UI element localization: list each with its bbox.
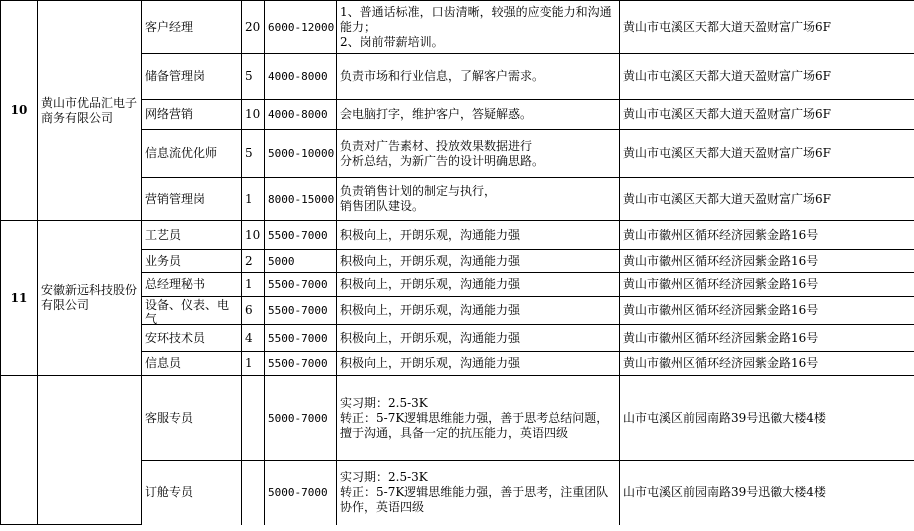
address: 黄山市屯溪区天都大道天盈财富广场6F: [620, 100, 914, 130]
hiring-count: [242, 376, 265, 461]
position-name: 储备管理岗: [142, 54, 242, 100]
address: 黄山市徽州区循环经济园紫金路16号: [620, 352, 914, 376]
position-name: 订舱专员: [142, 461, 242, 525]
hiring-count: 6: [242, 297, 265, 325]
address: 黄山市徽州区循环经济园紫金路16号: [620, 221, 914, 250]
position-name: 信息流优化师: [142, 130, 242, 178]
salary: 5000-7000: [265, 376, 337, 461]
address: 黄山市屯溪区天都大道天盈财富广场6F: [620, 1, 914, 54]
hiring-count: 1: [242, 178, 265, 221]
address: 山市屯溪区前园南路39号迅徽大楼4楼: [620, 376, 914, 461]
salary: 5000-10000: [265, 130, 337, 178]
address: 黄山市徽州区循环经济园紫金路16号: [620, 250, 914, 273]
hiring-count: 10: [242, 100, 265, 130]
salary: 5500-7000: [265, 352, 337, 376]
address: 黄山市屯溪区天都大道天盈财富广场6F: [620, 178, 914, 221]
requirement: 积极向上，开朗乐观，沟通能力强: [337, 325, 620, 352]
requirement: 实习期：2.5-3K 转正：5-7K逻辑思维能力强，善于思考，注重团队协作，英语四级: [337, 461, 620, 525]
company-name: 黄山市优品汇电子商务有限公司: [38, 1, 142, 221]
position-name: 信息员: [142, 352, 242, 376]
hiring-count: [242, 461, 265, 525]
salary: 5000: [265, 250, 337, 273]
hiring-count: 1: [242, 352, 265, 376]
position-name: 客服专员: [142, 376, 242, 461]
requirement: 会电脑打字，维护客户，答疑解惑。: [337, 100, 620, 130]
hiring-count: 20: [242, 1, 265, 54]
table-row: [1, 376, 914, 461]
requirement: 积极向上，开朗乐观，沟通能力强: [337, 297, 620, 325]
salary: 8000-15000: [265, 178, 337, 221]
requirement: 积极向上，开朗乐观，沟通能力强: [337, 352, 620, 376]
company-name: 安徽新远科技股份有限公司: [38, 221, 142, 376]
hiring-count: 5: [242, 130, 265, 178]
row-number: 10: [1, 1, 38, 221]
requirement: 实习期：2.5-3K 转正：5-7K逻辑思维能力强，善于思考总结问题，擅于沟通，具备一定的抗压能力，英语四级: [337, 376, 620, 461]
table-row: [1, 1, 914, 54]
salary: 4000-8000: [265, 100, 337, 130]
position-name-text: 设备、仪表、电气: [145, 297, 230, 324]
salary: 5500-7000: [265, 273, 337, 297]
address: 黄山市徽州区循环经济园紫金路16号: [620, 273, 914, 297]
salary: 5500-7000: [265, 221, 337, 250]
requirement: 负责销售计划的制定与执行， 销售团队建设。: [337, 178, 620, 221]
row-number: [1, 376, 38, 525]
requirement: 积极向上，开朗乐观，沟通能力强: [337, 221, 620, 250]
position-name: 工艺员: [142, 221, 242, 250]
position-name: 营销管理岗: [142, 178, 242, 221]
position-name: 客户经理: [142, 1, 242, 54]
requirement: 积极向上，开朗乐观，沟通能力强: [337, 250, 620, 273]
hiring-count: 2: [242, 250, 265, 273]
requirement: 负责市场和行业信息，了解客户需求。: [337, 54, 620, 100]
requirement: 积极向上，开朗乐观，沟通能力强: [337, 273, 620, 297]
hiring-count: 4: [242, 325, 265, 352]
position-name: 业务员: [142, 250, 242, 273]
address: 黄山市屯溪区天都大道天盈财富广场6F: [620, 130, 914, 178]
position-name: 总经理秘书: [142, 273, 242, 297]
salary: 6000-12000: [265, 1, 337, 54]
salary: 5000-7000: [265, 461, 337, 525]
hiring-count: 1: [242, 273, 265, 297]
company-name: [38, 376, 142, 525]
hiring-count: 5: [242, 54, 265, 100]
salary: 5500-7000: [265, 297, 337, 325]
row-number: 11: [1, 221, 38, 376]
position-name: 安环技术员: [142, 325, 242, 352]
requirement: 负责对广告素材、投放效果数据进行 分析总结，为新广告的设计明确思路。: [337, 130, 620, 178]
address: 黄山市徽州区循环经济园紫金路16号: [620, 325, 914, 352]
hiring-count: 10: [242, 221, 265, 250]
address: 山市屯溪区前园南路39号迅徽大楼4楼: [620, 461, 914, 525]
position-name: 网络营销: [142, 100, 242, 130]
address: 黄山市徽州区循环经济园紫金路16号: [620, 297, 914, 325]
salary: 5500-7000: [265, 325, 337, 352]
position-name: [142, 297, 242, 325]
requirement: 1、普通话标准，口齿清晰，较强的应变能力和沟通能力； 2、岗前带薪培训。: [337, 1, 620, 54]
address: 黄山市屯溪区天都大道天盈财富广场6F: [620, 54, 914, 100]
salary: 4000-8000: [265, 54, 337, 100]
table-row: [1, 221, 914, 250]
